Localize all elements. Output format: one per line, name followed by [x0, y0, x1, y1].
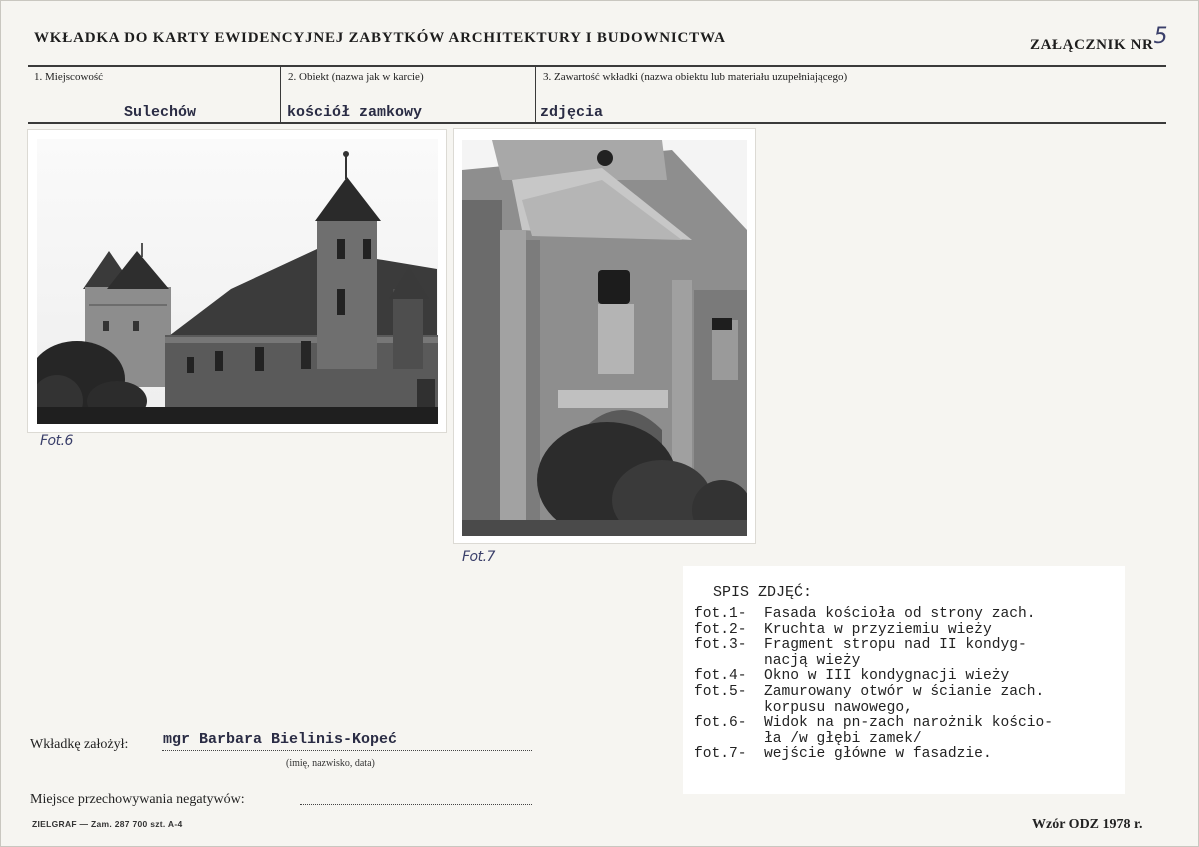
- photo-7-mount: [454, 129, 755, 543]
- list-item-number: fot.3-: [694, 637, 747, 654]
- field-divider-2: [535, 67, 536, 123]
- locality-label: 1. Miejscowość: [34, 71, 104, 83]
- list-item: [694, 685, 1114, 716]
- author-hint: (imię, nazwisko, data): [286, 758, 375, 769]
- author-dotted-line: [162, 750, 532, 751]
- photo-6: [37, 139, 438, 424]
- list-item-number: fot.6-: [694, 715, 747, 732]
- list-item-text: Fasada kościoła od strony zach.: [764, 606, 1036, 622]
- annex-number: 5: [1153, 24, 1169, 49]
- object-label: 2. Obiekt (nazwa jak w karcie): [288, 71, 424, 83]
- facade-entrance-photo: [462, 140, 747, 536]
- list-item: [694, 669, 1114, 685]
- author-label: Wkładkę założył:: [30, 737, 129, 752]
- storage-label: Miejsce przechowywania negatywów:: [30, 792, 245, 807]
- list-item-text: Zamurowany otwór w ścianie zach. korpusu nawowego,: [764, 683, 1045, 716]
- list-item-number: fot.7-: [694, 746, 747, 763]
- photo-7-caption: Fot.7: [462, 549, 495, 565]
- church-exterior-photo: [37, 139, 438, 424]
- list-item-text: Kruchta w przyziemiu wieży: [764, 621, 992, 638]
- form-code: Wzór ODZ 1978 r.: [1032, 817, 1143, 832]
- printer-imprint: ZIELGRAF — Zam. 287 700 szt. A-4: [32, 819, 183, 829]
- locality-value: Sulechów: [124, 104, 197, 121]
- table-bottom-rule: [28, 122, 1166, 124]
- photo-6-mount: [28, 130, 446, 432]
- list-item: [694, 638, 1114, 669]
- photo-6-caption: Fot.6: [40, 433, 73, 449]
- document-title: WKŁADKA DO KARTY EWIDENCYJNEJ ZABYTKÓW ARCHITEKTURY I BUDOWNICTWA: [34, 30, 726, 46]
- list-item: [694, 623, 1114, 639]
- storage-dotted-line: [300, 804, 532, 805]
- list-item-number: fot.1-: [694, 606, 747, 622]
- list-item: [694, 607, 1114, 623]
- author-value: mgr Barbara Bielinis-Kopeć: [163, 731, 398, 748]
- list-item-text: wejście główne w fasadzie.: [764, 746, 992, 763]
- contents-label: 3. Zawartość wkładki (nazwa obiektu lub materiału uzupełniającego): [543, 71, 848, 83]
- photo-7: [462, 140, 747, 536]
- list-item-number: fot.2-: [694, 621, 747, 638]
- list-item: [694, 747, 1114, 763]
- list-item-number: fot.4-: [694, 668, 747, 685]
- table-top-rule: [28, 65, 1166, 67]
- annex-label: [1030, 24, 1169, 55]
- contents-value: zdjęcia: [540, 104, 604, 121]
- list-item-number: fot.5-: [694, 683, 747, 700]
- photo-list: [694, 607, 1114, 763]
- list-item-text: Widok na pn-zach narożnik kościo- ła /w głębi zamek/: [764, 715, 1054, 747]
- field-divider-1: [280, 67, 281, 123]
- list-item-text: Okno w III kondygnacji wieży: [764, 668, 1010, 685]
- list-item-text: Fragment stropu nad II kondyg- nacją wieży: [764, 637, 1027, 669]
- photo-list-title: SPIS ZDJĘĆ:: [713, 584, 813, 601]
- object-value: kościół zamkowy: [287, 104, 423, 121]
- list-item: [694, 716, 1114, 747]
- annex-label-text: ZAŁĄCZNIK NR: [1030, 37, 1154, 53]
